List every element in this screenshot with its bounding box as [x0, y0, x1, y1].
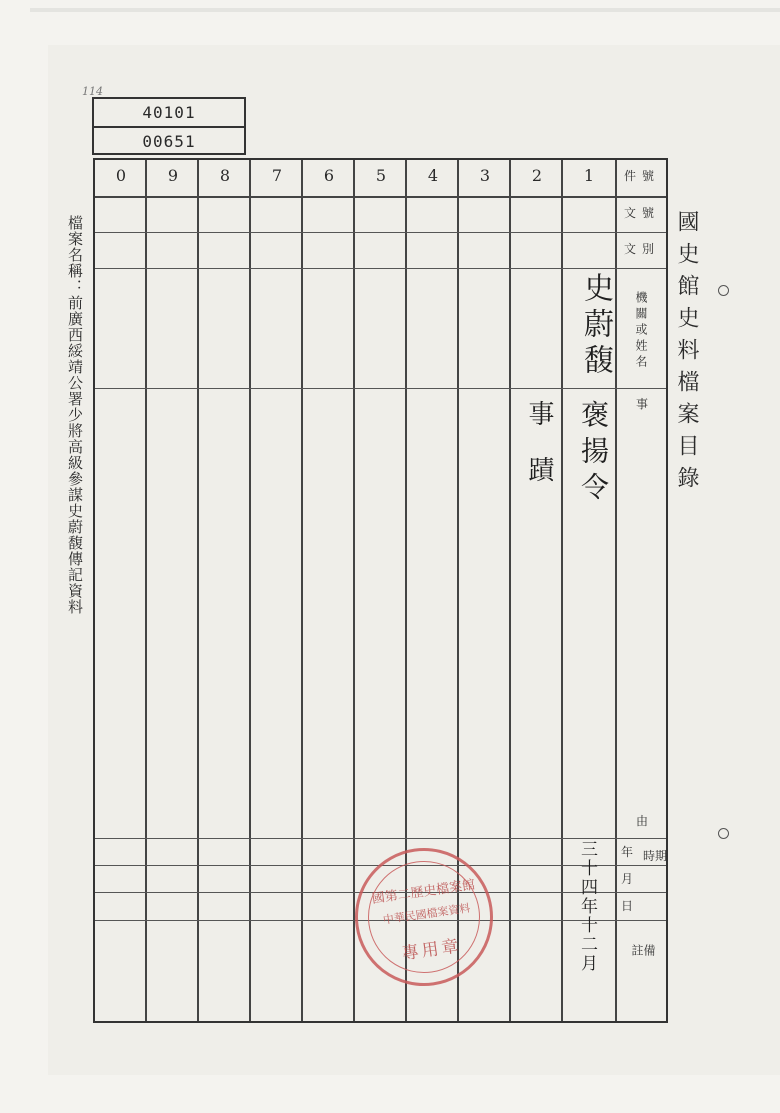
header-doc-number: 文號	[623, 206, 660, 220]
column-number-5: 5	[375, 166, 387, 185]
entry-date: 三十四年十二月	[577, 840, 597, 973]
row-divider	[95, 232, 666, 233]
row-divider	[95, 388, 666, 389]
header-remarks: 備註	[630, 944, 656, 996]
binding-hole	[718, 285, 729, 296]
archive-code-primary: 40101	[142, 103, 196, 122]
header-doc-type: 文別	[623, 242, 660, 256]
archive-file-title: 檔案名稱：前廣西綏靖公署少將高級參謀史蔚馥傳記資料	[66, 215, 84, 615]
column-number-1: 1	[583, 166, 595, 185]
column-number-9: 9	[167, 166, 179, 185]
stamp-text-middle: 中華民國檔案資料	[382, 901, 472, 927]
header-day: 日	[620, 899, 633, 913]
row-divider	[95, 196, 666, 198]
header-subject-bottom: 由	[635, 814, 648, 828]
binding-hole	[718, 828, 729, 839]
entry-subject-line2: 事蹟	[524, 400, 554, 512]
corner-note: 114	[82, 85, 103, 98]
column-number-0: 0	[115, 166, 127, 185]
header-year: 年	[620, 845, 633, 859]
stamp-text-top: 國第二歷史檔案館	[371, 877, 477, 907]
catalog-title: 國史館史料檔案目錄	[674, 210, 699, 498]
header-month: 月	[620, 872, 633, 886]
archive-code-secondary: 00651	[94, 126, 244, 155]
archive-code-box	[92, 97, 246, 155]
header-item-number: 件號	[623, 169, 660, 183]
column-number-7: 7	[271, 166, 283, 185]
entry-name: 史蔚馥	[578, 272, 613, 380]
stamp-text-bottom: 專用章	[400, 936, 463, 965]
entry-subject-line1: 褒揚令	[577, 400, 610, 508]
column-number-4: 4	[427, 166, 439, 185]
header-agency-or-name: 機關或姓名	[634, 290, 648, 371]
column-number-3: 3	[479, 166, 491, 185]
column-number-6: 6	[323, 166, 335, 185]
row-divider	[95, 838, 666, 839]
column-number-2: 2	[531, 166, 543, 185]
column-number-8: 8	[219, 166, 231, 185]
header-time: 時期	[643, 849, 668, 863]
header-subject-top: 事	[635, 397, 648, 411]
scan-edge-line	[30, 8, 780, 12]
row-divider	[95, 268, 666, 269]
